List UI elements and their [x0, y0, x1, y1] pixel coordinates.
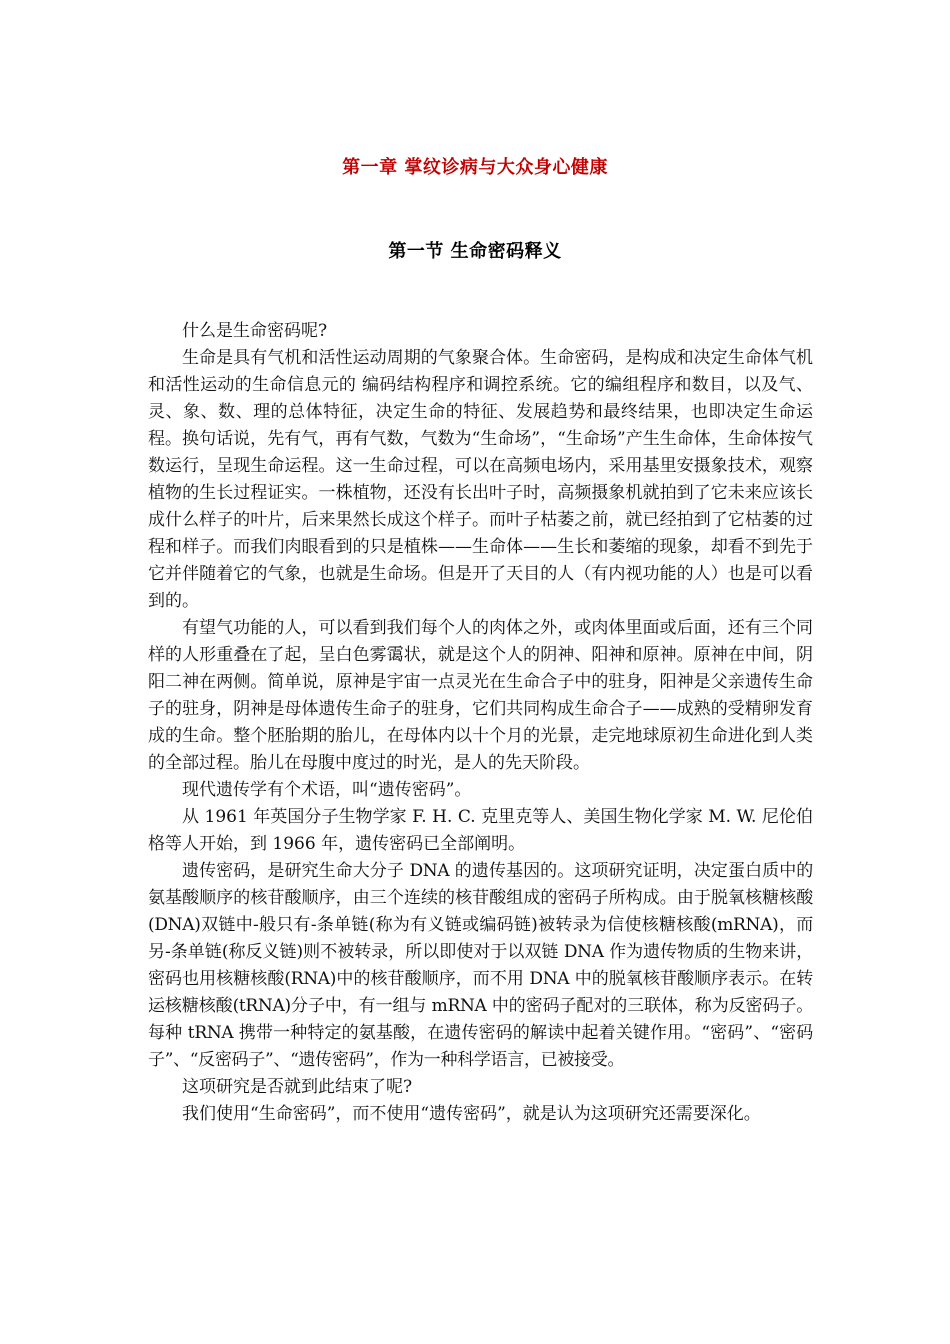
section-title: 第一节 生命密码释义: [388, 241, 562, 262]
paragraph-question: 什么是生命密码呢?: [182, 321, 328, 341]
paragraph-genetic-code: 遗传密码，是研究生命大分子 DNA 的遗传基因的。这项研究证明，决定蛋白质中的氨基酸顺序的核苷酸顺序，由三个连续的核苷酸组成的密码子所构成。由于脱氧核糖核酸(DNA)双链中-般只有-条单链(称为有义链或编码链)被转录为信使核糖核酸(mRNA)，而另-条单链(称反义链)则不被转录，所以即使对于以双链 DNA 作为遗传物质的生物来讲，密码也用核糖核酸(RNA)中的核苷酸顺序，而不用 DNA 中的脱氧核苷酸顺序表示。在转运核糖核酸(tRNA)分子中，有一组与 mRNA 中的密码子配对的三联体，称为反密码子。每种 tRNA 携带一种特定的氨基酸，在遗传密码的解读中起着关键作用。“密码”、“密码子”、“反密码子”、“遗传密码”，作为一种科学语言，已被接受。: [148, 861, 813, 1070]
paragraph-history: 从 1961 年英国分子生物学家 F. H. C. 克里克等人、美国生物化学家 M. W. 尼伦伯格等人开始，到 1966 年，遗传密码已全部阐明。: [148, 807, 813, 854]
paragraph-life-code: 生命是具有气机和活性运动周期的气象聚合体。生命密码，是构成和决定生命体气机和活性运动的生命信息元的 编码结构程序和调控系统。它的编组程序和数目，以及气、灵、象、数、理的总体特征，决定生命的特征、发展趋势和最终结果，也即决定生命运程。换句话说，先有气，再有气数，气数为“生命场”，“生命场”产生生命体，生命体按气数运行，呈现生命运程。这一生命过程，可以在高频电场内，采用基里安摄象技术，观察植物的生长过程证实。一株植物，还没有长出叶子时，高频摄象机就拍到了它未来应该长成什么样子的叶片，后来果然长成这个样子。而叶子枯萎之前，就已经拍到了它枯萎的过程和样子。而我们肉眼看到的只是植株——生命体——生长和萎缩的现象，却看不到先于它并伴随着它的气象，也就是生命场。但是开了天目的人（有内视功能的人）也是可以看到的。: [148, 348, 813, 611]
paragraph-genetics-term: 现代遗传学有个术语，叫“遗传密码”。: [182, 780, 472, 800]
paragraph-conclusion: 我们使用“生命密码”，而不使用“遗传密码”，就是认为这项研究还需要深化。: [182, 1104, 761, 1124]
paragraph-question-2: 这项研究是否就到此结束了呢?: [182, 1077, 413, 1097]
chapter-title: 第一章 掌纹诊病与大众身心健康: [342, 157, 608, 178]
paragraph-three-spirits: 有望气功能的人，可以看到我们每个人的肉体之外，或肉体里面或后面，还有三个同样的人形重叠在了起，呈白色雾霭状，就是这个人的阴神、阳神和原神。原神在中间，阴阳二神在两侧。简单说，原神是宇宙一点灵光在生命合子中的驻身，阳神是父亲遗传生命子的驻身，阴神是母体遗传生命子的驻身，它们共同构成生命合子——成熟的受精卵发育成的生命。整个胚胎期的胎儿，在母体内以十个月的光景，走完地球原初生命进化到人类的全部过程。胎儿在母腹中度过的时光，是人的先天阶段。: [148, 618, 813, 773]
body-text: [148, 318, 813, 1128]
